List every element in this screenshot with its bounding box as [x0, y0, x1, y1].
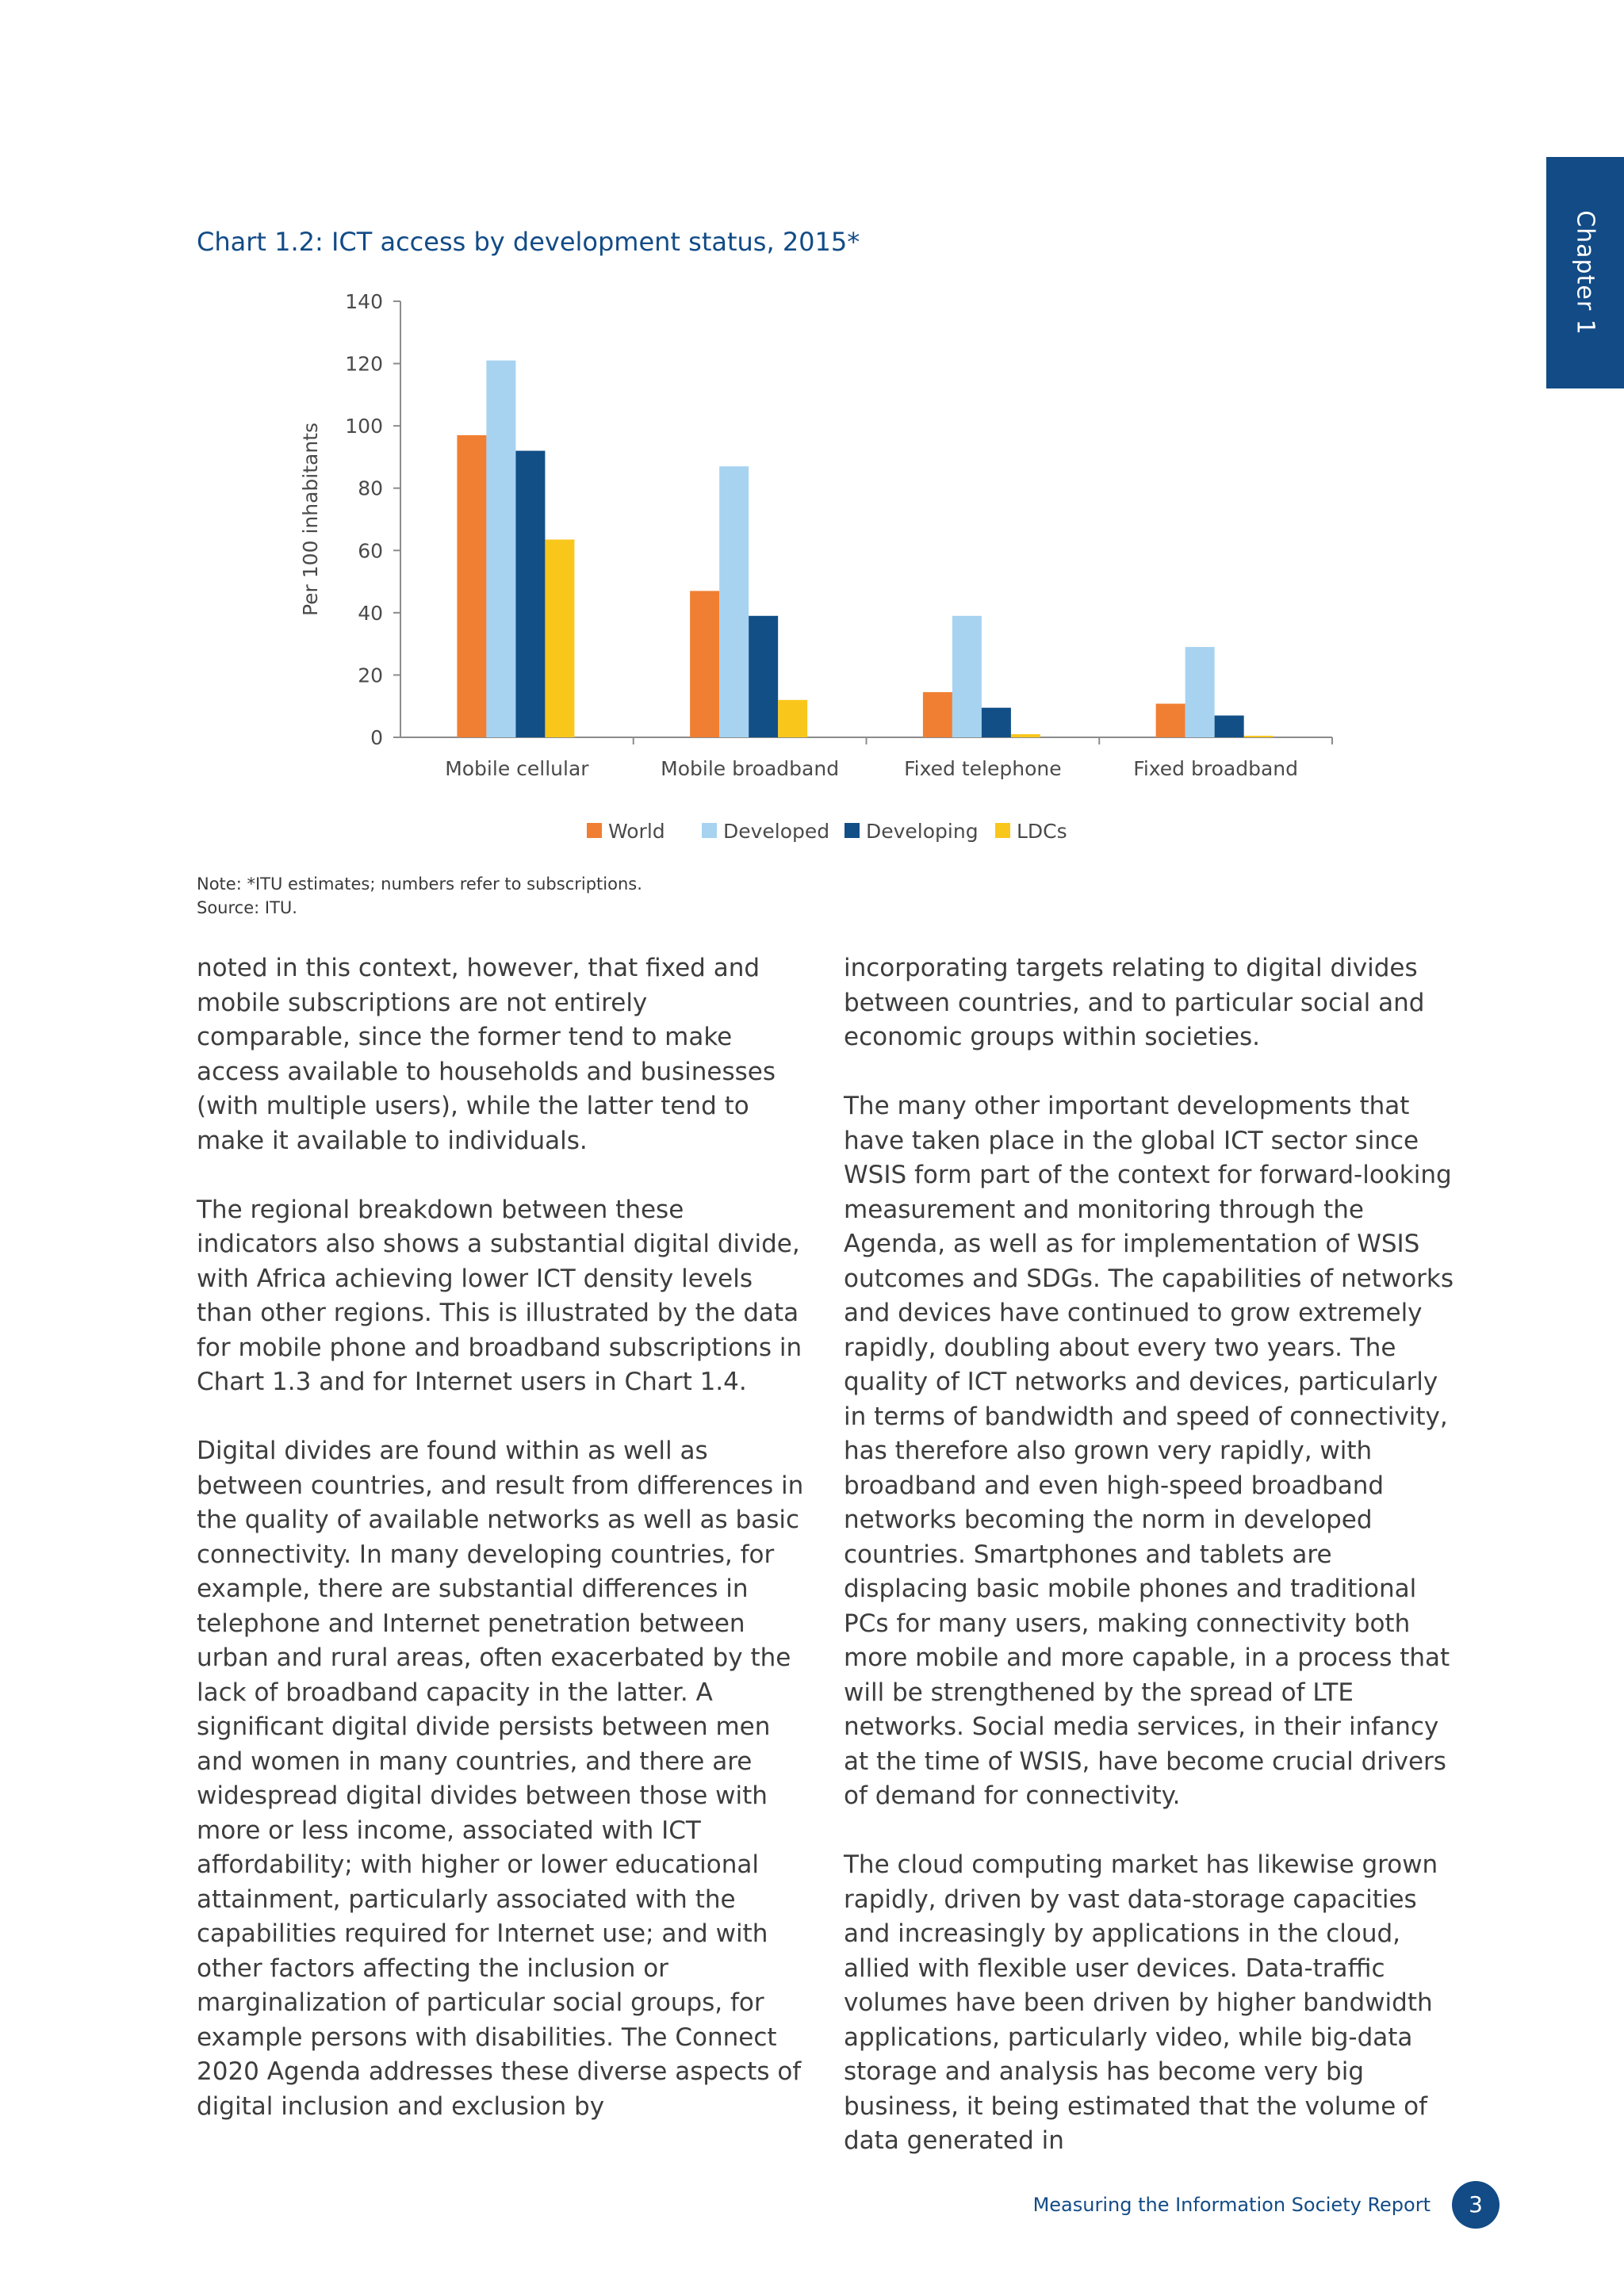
source-line: Source: ITU. — [197, 898, 297, 917]
legend-label: World — [608, 820, 665, 843]
x-category-label: Fixed broadband — [1133, 757, 1298, 780]
bar-world-3 — [1156, 704, 1185, 737]
chart-note — [197, 872, 642, 920]
x-category-label: Fixed telephone — [904, 757, 1062, 780]
y-tick-label: 40 — [358, 601, 383, 625]
x-category-label: Mobile cellular — [445, 757, 589, 780]
bar-developed-1 — [719, 466, 749, 737]
chart-title: Chart 1.2: ICT access by development status, 2015* — [197, 227, 860, 257]
bar-developing-0 — [515, 451, 545, 737]
y-tick-label: 0 — [370, 726, 383, 749]
report-title: Measuring the Information Society Report — [1032, 2194, 1431, 2216]
y-tick-label: 100 — [345, 415, 383, 438]
bar-developing-3 — [1215, 716, 1244, 738]
y-tick-label: 120 — [345, 352, 383, 376]
y-tick-label: 140 — [345, 290, 383, 313]
y-tick-label: 20 — [358, 664, 383, 687]
bar-developed-2 — [952, 616, 982, 737]
body-column-right — [844, 951, 1454, 2193]
bar-ldcs-2 — [1011, 734, 1040, 737]
bar-developed-0 — [486, 361, 515, 737]
page-number: 3 — [1452, 2181, 1500, 2229]
legend-swatch-developed — [702, 823, 717, 838]
legend-swatch-developing — [845, 823, 860, 838]
y-axis-label: Per 100 inhabitants — [299, 422, 322, 617]
legend-label: Developing — [866, 820, 979, 843]
paragraph: The regional breakdown between these indicators also shows a substantial digital divide, with Africa achieving lower ICT density levels than other regions. This is illustrated by the data for mobile phone and broadband subscriptions in Chart 1.3 and for Internet users in Chart 1.4. — [197, 1195, 802, 1396]
bar-developing-1 — [749, 616, 778, 737]
chapter-tab-label: Chapter 1 — [1571, 210, 1599, 335]
bar-world-0 — [457, 435, 486, 737]
paragraph: The cloud computing market has likewise grown rapidly, driven by vast data-storage capacities and increasingly by applications in the cloud, allied with flexible user devices. Data-traffic volumes have been driven by higher bandwidth applications, particularly video, while big-data storage and analysis has become very big business, it being estimated that the volume of data generated in — [844, 1850, 1438, 2155]
bar-ldcs-0 — [545, 540, 574, 737]
paragraph: noted in this context, however, that fixed and mobile subscriptions are not entirely comparable, since the former tend to make access available to households and businesses (with multiple users), while the latter tend to make it available to individuals. — [197, 954, 776, 1155]
bar-world-1 — [690, 591, 719, 737]
legend-swatch-ldcs — [995, 823, 1010, 838]
note-line: Note: *ITU estimates; numbers refer to subscriptions. — [197, 874, 642, 894]
legend-label: LDCs — [1017, 820, 1067, 843]
legend-swatch-world — [587, 823, 602, 838]
bar-world-2 — [923, 692, 952, 737]
x-category-label: Mobile broadband — [661, 757, 840, 780]
bar-ldcs-3 — [1244, 736, 1274, 737]
paragraph: incorporating targets relating to digital divides between countries, and to particular social and economic groups within societies. — [844, 954, 1425, 1051]
y-tick-label: 80 — [358, 476, 383, 500]
legend-label: Developed — [723, 820, 830, 843]
body-column-left — [197, 951, 807, 2159]
bar-developing-2 — [982, 708, 1011, 737]
bar-ldcs-1 — [778, 700, 807, 737]
y-tick-label: 60 — [358, 539, 383, 563]
chapter-tab[interactable] — [1546, 157, 1624, 388]
paragraph: Digital divides are found within as well as between countries, and result from differences in the quality of available networks as well as basic connectivity. In many developing countries, for example, there are substantial differences in telephone and Internet penetration between urban and rural areas, often exacerbated by the lack of broadband capacity in the latter. A significant digital divide persists between men and women in many countries, and there are widespread digital divides between those with more or less income, associated with ICT affordability; with higher or lower educational attainment, particularly associated with the capabilities required for Internet use; and with other factors affecting the inclusion or marginalization of particular social groups, for example persons with disabilities. The Connect 2020 Agenda addresses these diverse aspects of digital inclusion and exclusion by — [197, 1437, 804, 2121]
bar-chart — [285, 285, 1396, 864]
paragraph: The many other important developments that have taken place in the global ICT sector since WSIS form part of the context for forward-looking measurement and monitoring through the Agenda, as well as for implementation of WSIS outcomes and SDGs. The capabilities of networks and devices have continued to grow extremely rapidly, doubling about every two years. The quality of ICT networks and devices, particularly in terms of bandwidth and speed of connectivity, has therefore also grown very rapidly, with broadband and even high-speed broadband networks becoming the norm in developed countries. Smartphones and tablets are displacing basic mobile phones and traditional PCs for many users, making connectivity both more mobile and more capable, in a process that will be strengthened by the spread of LTE networks. Social media services, in their infancy at the time of WSIS, have become crucial drivers of demand for connectivity. — [844, 1092, 1454, 1810]
bar-developed-3 — [1185, 647, 1215, 737]
